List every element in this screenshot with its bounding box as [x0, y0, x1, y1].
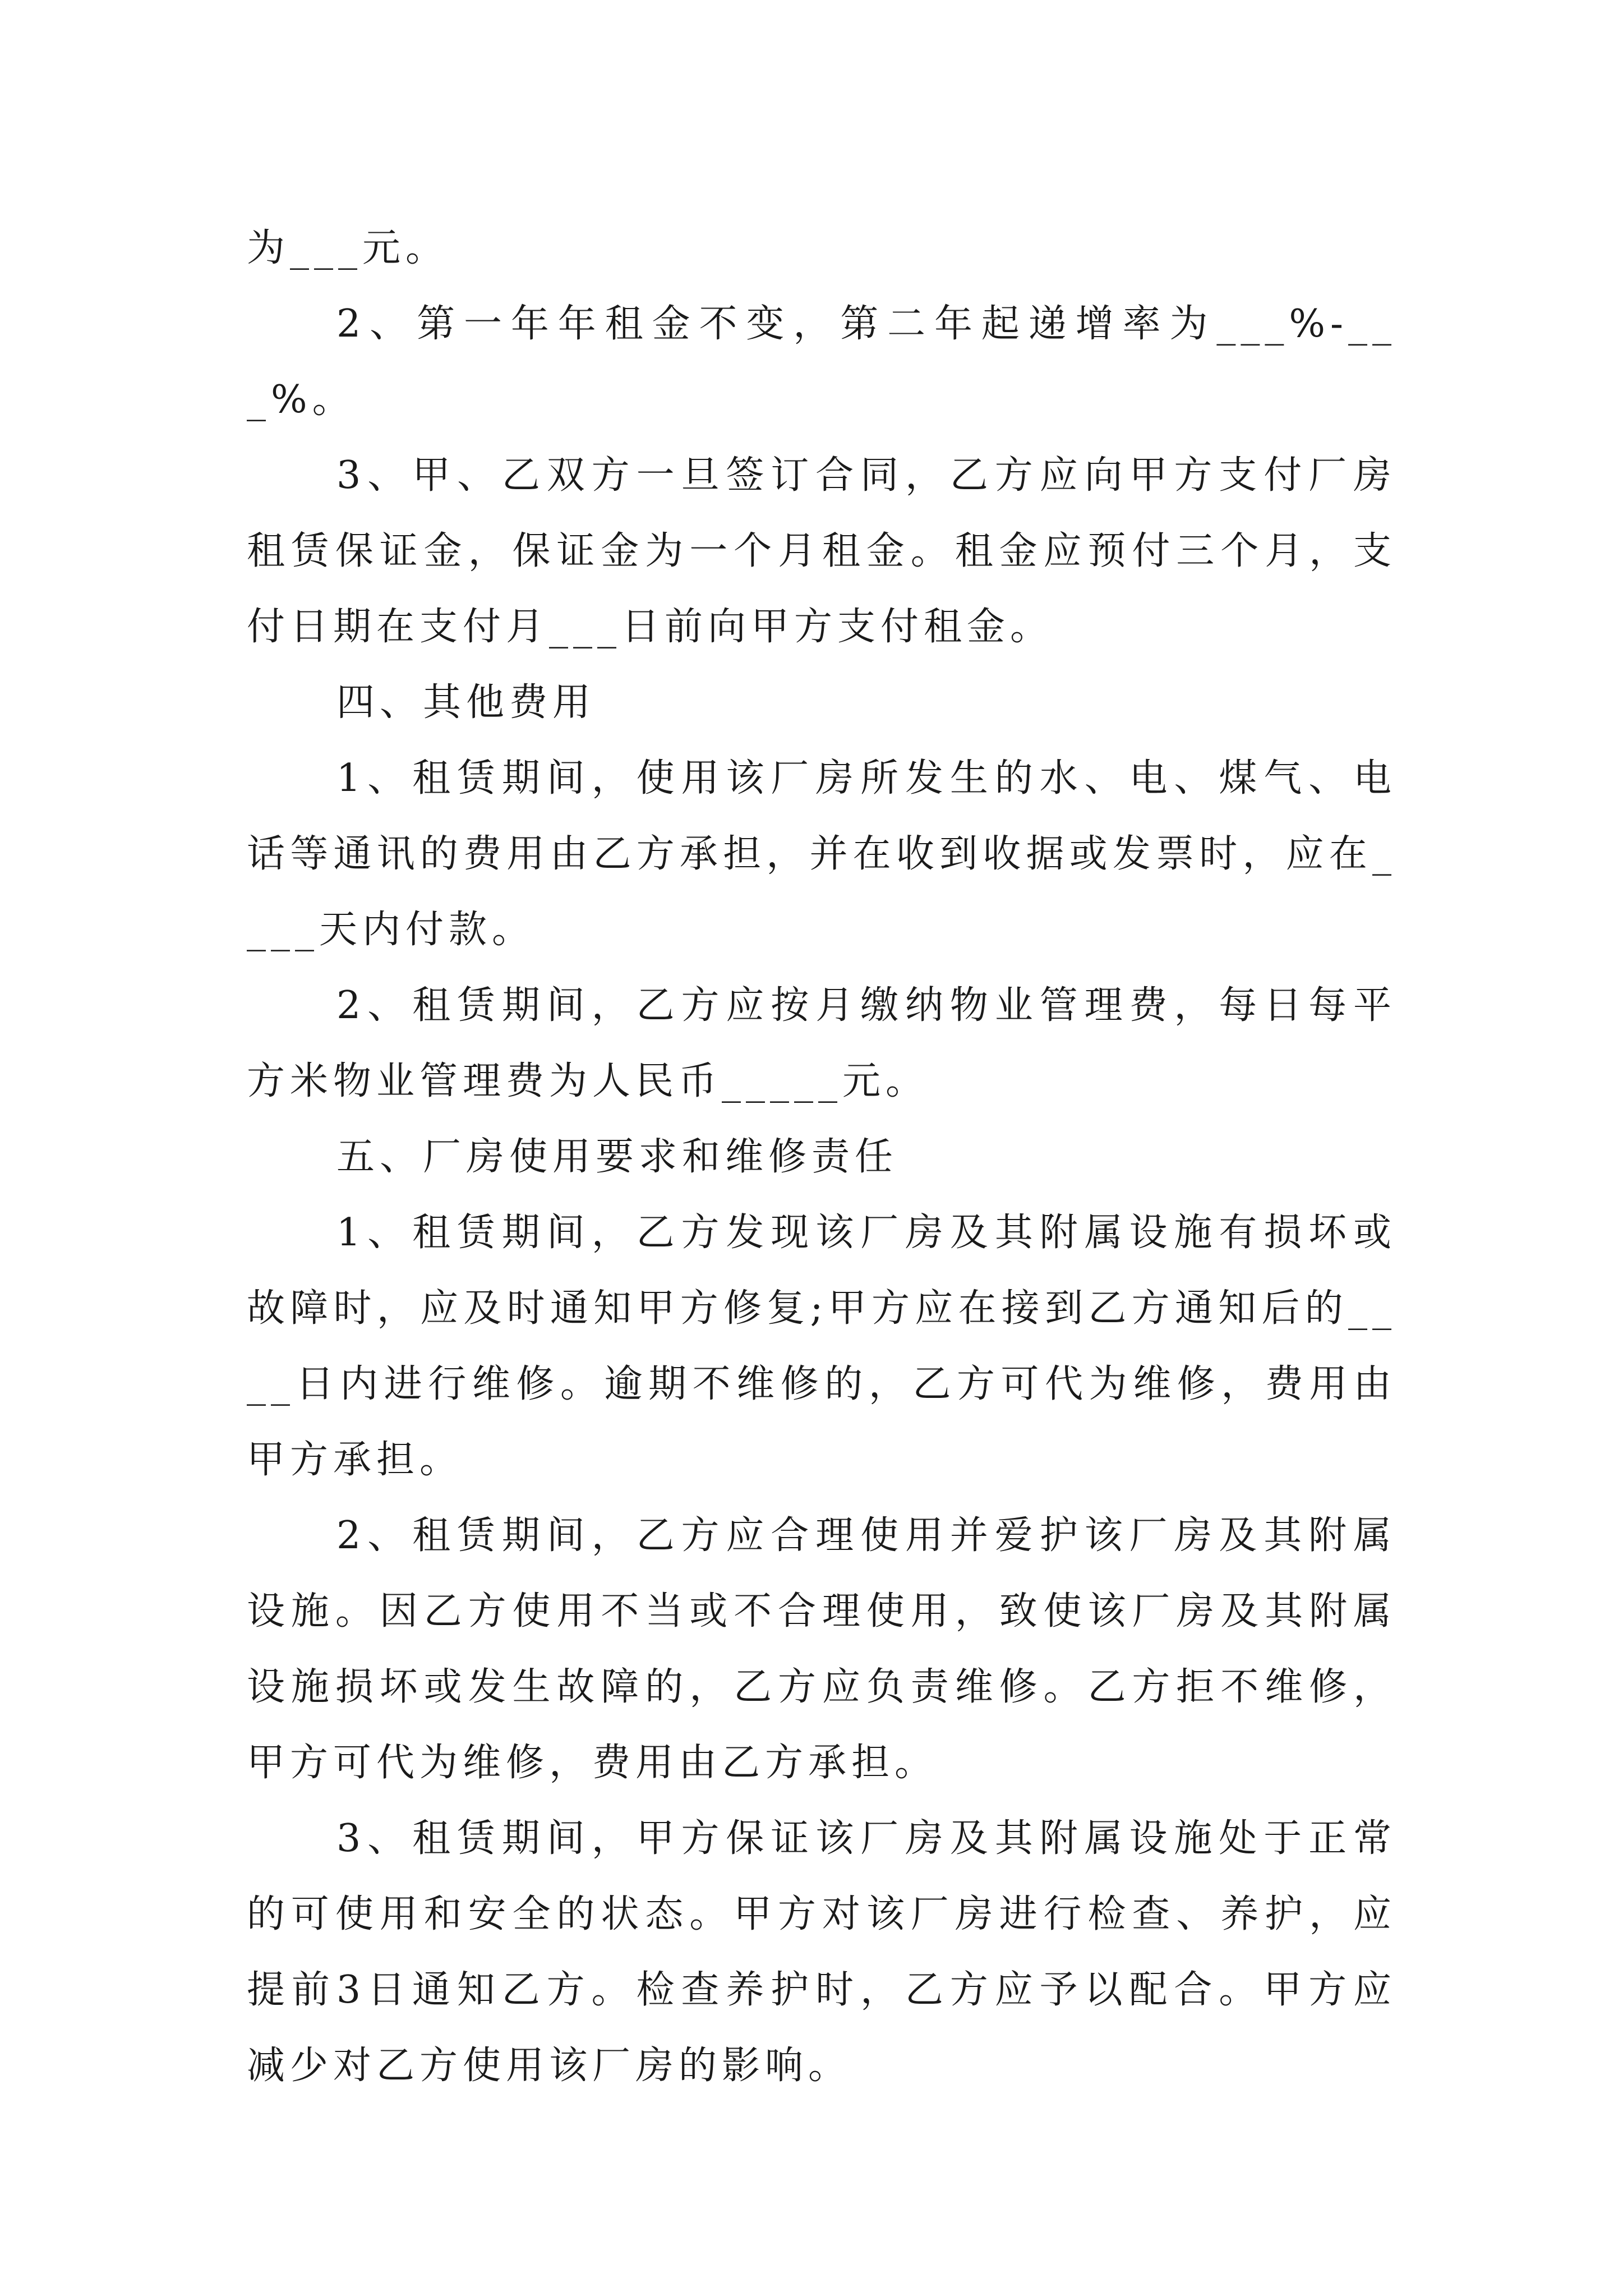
paragraph-repair-notice: 1、租赁期间，乙方发现该厂房及其附属设施有损坏或故障时，应及时通知甲方修复;甲方应在接到乙方通知后的____日内进行维修。逾期不维修的，乙方可代为维修，费用由甲方承担。 [247, 1211, 1396, 1482]
section-heading-other-fees: 四、其他费用 [336, 680, 596, 725]
paragraph-deposit: 3、甲、乙双方一旦签订合同，乙方应向甲方支付厂房租赁保证金，保证金为一个月租金。租金应预付三个月，支付日期在支付月___日前向甲方支付租金。 [247, 453, 1396, 649]
paragraph-rent-increase: 2、第一年年租金不变，第二年起递增率为___%-___%。 [247, 302, 1396, 422]
section-heading-usage-maintenance: 五、厂房使用要求和维修责任 [336, 1135, 898, 1179]
document-body [247, 210, 1396, 2104]
paragraph-proper-use: 2、租赁期间，乙方应合理使用并爱护该厂房及其附属设施。因乙方使用不当或不合理使用，致使该厂房及其附属设施损坏或发生故障的，乙方应负责维修。乙方拒不维修，甲方可代为维修，费用由乙方承担。 [247, 1513, 1396, 1785]
paragraph-property-fee: 2、租赁期间，乙方应按月缴纳物业管理费，每日每平方米物业管理费为人民币_____元。 [247, 983, 1396, 1103]
paragraph-utility-fees: 1、租赁期间，使用该厂房所发生的水、电、煤气、电话等通讯的费用由乙方承担，并在收到收据或发票时，应在____天内付款。 [247, 756, 1396, 952]
paragraph-inspection: 3、租赁期间，甲方保证该厂房及其附属设施处于正常的可使用和安全的状态。甲方对该厂房进行检查、养护，应提前3日通知乙方。检查养护时，乙方应予以配合。甲方应减少对乙方使用该厂房的影响。 [247, 1816, 1396, 2088]
paragraph-continuation: 为___元。 [247, 226, 449, 270]
